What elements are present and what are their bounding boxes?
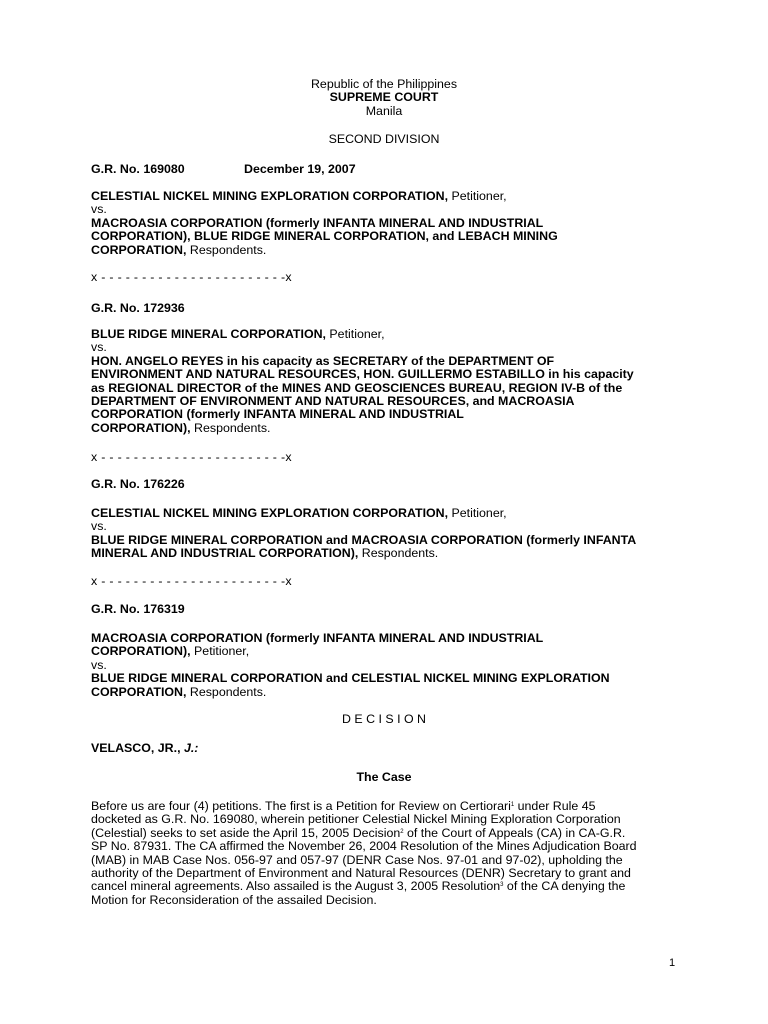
paragraph-line: authority of the Department of Environment and Natural Resources (DENR) Secretary to grant and xyxy=(91,866,631,881)
paragraph-text: of the Court of Appeals (CA) in CA-G.R. xyxy=(403,825,626,840)
paragraph-text: cancel mineral agreements. Also assailed is the August 3, 2005 Resolution xyxy=(91,879,501,894)
page-number: 1 xyxy=(669,957,676,969)
ponente-name: VELASCO, JR., xyxy=(91,741,181,755)
case-2-respondent-last: CORPORATION), xyxy=(91,420,191,435)
case-3-respondent-line: BLUE RIDGE MINERAL CORPORATION and MACROASIA CORPORATION (formerly INFANTA xyxy=(91,532,637,547)
separator-1: x - - - - - - - - - - - - - - - - - - - - - - -x xyxy=(91,270,292,284)
case-4-petitioner-line: MACROASIA CORPORATION (formerly INFANTA MINERAL AND INDUSTRIAL xyxy=(91,631,544,645)
case-3-petitioner-role: Petitioner, xyxy=(448,506,507,520)
paragraph-text: under Rule 45 xyxy=(514,799,596,813)
case-4-parties xyxy=(91,632,691,699)
case-4-vs: vs. xyxy=(91,657,107,672)
case-4-petitioner-last: CORPORATION), xyxy=(91,644,191,659)
case-2-respondent-line: CORPORATION (formerly INFANTA MINERAL AND INDUSTRIAL xyxy=(91,407,464,422)
case-2-vs: vs. xyxy=(91,340,107,355)
case-3-gr-number: G.R. No. 176226 xyxy=(91,477,185,491)
case-4-respondent-line: BLUE RIDGE MINERAL CORPORATION and CELESTIAL NICKEL MINING EXPLORATION xyxy=(91,671,610,686)
case-paragraph xyxy=(91,800,681,907)
case-3-respondent-last: MINERAL AND INDUSTRIAL CORPORATION), xyxy=(91,546,359,561)
case-2-gr-number: G.R. No. 172936 xyxy=(91,301,185,315)
case-1-gr-row xyxy=(91,163,691,176)
case-1-respondent-line: CORPORATION), BLUE RIDGE MINERAL CORPORATION, and LEBACH MINING xyxy=(91,229,558,244)
case-1-date: December 19, 2007 xyxy=(244,162,356,176)
case-3-parties xyxy=(91,507,691,561)
case-4-petitioner-role: Petitioner, xyxy=(190,644,250,659)
decision-title: D E C I S I O N xyxy=(342,712,426,726)
header-manila: Manila xyxy=(365,103,403,118)
case-1-vs: vs. xyxy=(91,202,107,217)
division-title: SECOND DIVISION xyxy=(328,132,440,146)
case-2-respondent-line: DEPARTMENT OF ENVIRONMENT AND NATURAL RESOURCES, and MACROASIA xyxy=(91,394,575,409)
case-1-respondent-last: CORPORATION, xyxy=(91,242,187,257)
footnote-ref-3[interactable]: 3 xyxy=(500,882,504,889)
case-4-respondents-role: Respondents. xyxy=(186,684,267,699)
paragraph-line: Motion for Reconsideration of the assailed Decision. xyxy=(91,892,377,907)
footnote-ref-1[interactable]: 1 xyxy=(510,802,515,808)
paragraph-line: (MAB) in MAB Case Nos. 056-97 and 057-97 (DENR Case Nos. 97-01 and 97-02), upholding the xyxy=(91,852,623,867)
ponente-justice: J.: xyxy=(183,741,199,755)
case-3-respondents-role: Respondents. xyxy=(358,546,439,561)
paragraph-text: of the CA denying the xyxy=(503,879,626,894)
case-2-respondents-role: Respondents. xyxy=(190,420,271,435)
ponente xyxy=(91,742,691,755)
paragraph-text: (Celestial) seeks to set aside the April 15, 2005 Decision xyxy=(91,825,401,840)
paragraph-line: SP No. 87931. The CA affirmed the November 26, 2004 Resolution of the Mines Adjudication Board xyxy=(91,839,637,854)
section-title-the-case: The Case xyxy=(356,770,412,784)
header-supreme-court: SUPREME COURT xyxy=(329,90,439,105)
case-4-gr-number: G.R. No. 176319 xyxy=(91,602,185,616)
case-2-petitioner: BLUE RIDGE MINERAL CORPORATION, xyxy=(91,327,326,341)
case-1-petitioner: CELESTIAL NICKEL MINING EXPLORATION CORPORATION, xyxy=(91,189,449,203)
case-1-gr-number: G.R. No. 169080 xyxy=(91,162,185,176)
case-1-parties xyxy=(91,190,691,257)
paragraph-line: docketed as G.R. No. 169080, wherein petitioner Celestial Nickel Mining Exploration Corporation xyxy=(91,812,621,827)
case-1-petitioner-role: Petitioner, xyxy=(448,189,507,203)
paragraph-text: Before us are four (4) petitions. The first is a Petition for Review on Certiorari xyxy=(91,799,511,813)
case-3-vs: vs. xyxy=(91,519,107,534)
separator-2: x - - - - - - - - - - - - - - - - - - - - - - -x xyxy=(91,450,292,464)
case-2-respondent-line: ENVIRONMENT AND NATURAL RESOURCES, HON. GUILLERMO ESTABILLO in his capacity xyxy=(91,367,634,382)
case-4-respondent-last: CORPORATION, xyxy=(91,684,187,699)
case-2-parties xyxy=(91,328,691,435)
case-3-petitioner: CELESTIAL NICKEL MINING EXPLORATION CORPORATION, xyxy=(91,506,449,520)
header-republic: Republic of the Philippines xyxy=(310,77,458,91)
case-1-respondent-line: MACROASIA CORPORATION (formerly INFANTA MINERAL AND INDUSTRIAL xyxy=(91,215,544,230)
case-2-respondent-line: as REGIONAL DIRECTOR of the MINES AND GEOSCIENCES BUREAU, REGION IV-B of the xyxy=(91,380,623,395)
footnote-ref-2[interactable]: 2 xyxy=(400,828,404,835)
separator-3: x - - - - - - - - - - - - - - - - - - - - - - -x xyxy=(91,574,292,588)
case-1-respondents-role: Respondents. xyxy=(186,242,267,257)
case-2-respondent-line: HON. ANGELO REYES in his capacity as SECRETARY of the DEPARTMENT OF xyxy=(91,353,555,368)
court-header xyxy=(0,78,768,118)
case-2-petitioner-role: Petitioner, xyxy=(325,327,385,341)
